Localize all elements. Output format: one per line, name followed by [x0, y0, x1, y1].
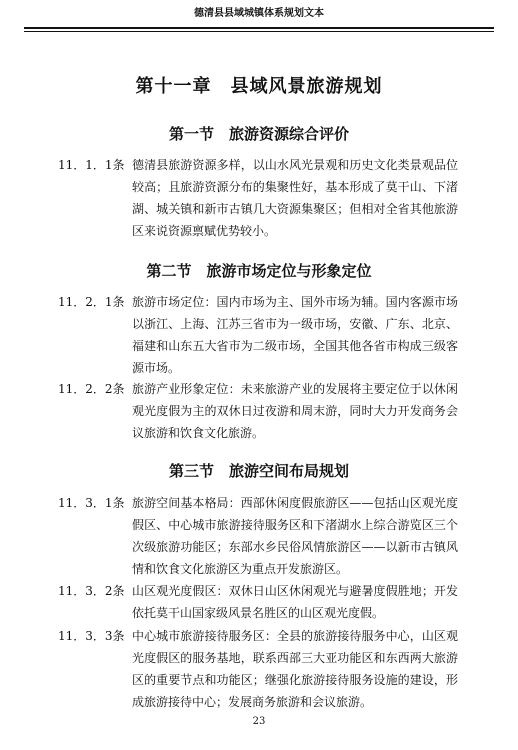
- header-rule: [24, 27, 494, 29]
- header-rule-thin: [24, 31, 494, 32]
- section-title: 第三节 旅游空间布局规划: [168, 462, 349, 480]
- article-item: [58, 625, 458, 713]
- article-text: 德清县旅游资源多样，以山水风光景观和历史文化类景观品位较高；且旅游资源分布的集聚性好，基本形成了莫干山、下渚湖、城关镇和新市古镇几大资源集聚区；但相对全省其他旅游区来说资源禀赋优势较小。: [132, 158, 458, 238]
- article-item: [58, 291, 458, 379]
- article-number: 11．3．2条: [58, 584, 125, 598]
- running-header: 德清县县域城镇体系规划文本: [194, 8, 324, 19]
- chapter-title: 第十一章 县域风景旅游规划: [135, 76, 383, 97]
- article-number: 11．1．1条: [58, 158, 125, 172]
- article-text: 旅游产业形象定位：未来旅游产业的发展将主要定位于以休闲观光度假为主的双休日过夜游和周末游，同时大力开发商务会议旅游和饮食文化旅游。: [132, 382, 458, 440]
- section-title: 第一节 旅游资源综合评价: [168, 125, 349, 143]
- article-text: 旅游市场定位：国内市场为主、国外市场为辅。国内客源市场以浙江、上海、江苏三省市为一级市场，安徽、广东、北京、福建和山东五大省市为二级市场，全国其他各省市构成三级客源市场。: [132, 295, 458, 375]
- article-number: 11．3．3条: [58, 629, 125, 643]
- article-number: 11．2．1条: [58, 295, 125, 309]
- section-title: 第二节 旅游市场定位与形象定位: [146, 262, 372, 280]
- article-item: [58, 154, 458, 242]
- article-item: [58, 580, 458, 624]
- article-text: 山区观光度假区：双休日山区休闲观光与避暑度假胜地；开发依托莫干山国家级风景名胜区的山区观光度假。: [132, 584, 458, 620]
- page-number: 23: [252, 716, 266, 727]
- article-text: 中心城市旅游接待服务区：全县的旅游接待服务中心，山区观光度假区的服务基地，联系西部三大亚功能区和东西两大旅游区的重要节点和功能区；继强化旅游接待服务设施的建设，形成旅游接待中心；发展商务旅游和会议旅游。: [132, 629, 458, 709]
- article-text: 旅游空间基本格局：西部休闲度假旅游区——包括山区观光度假区、中心城市旅游接待服务区和下渚湖水上综合游览区三个次级旅游功能区；东部水乡民俗风情旅游区——以新市古镇风情和饮食文化旅游区为重点开发旅游区。: [132, 496, 458, 576]
- article-number: 11．3．1条: [58, 496, 125, 510]
- article-item: [58, 378, 458, 444]
- article-number: 11．2．2条: [58, 382, 125, 396]
- article-item: [58, 492, 458, 580]
